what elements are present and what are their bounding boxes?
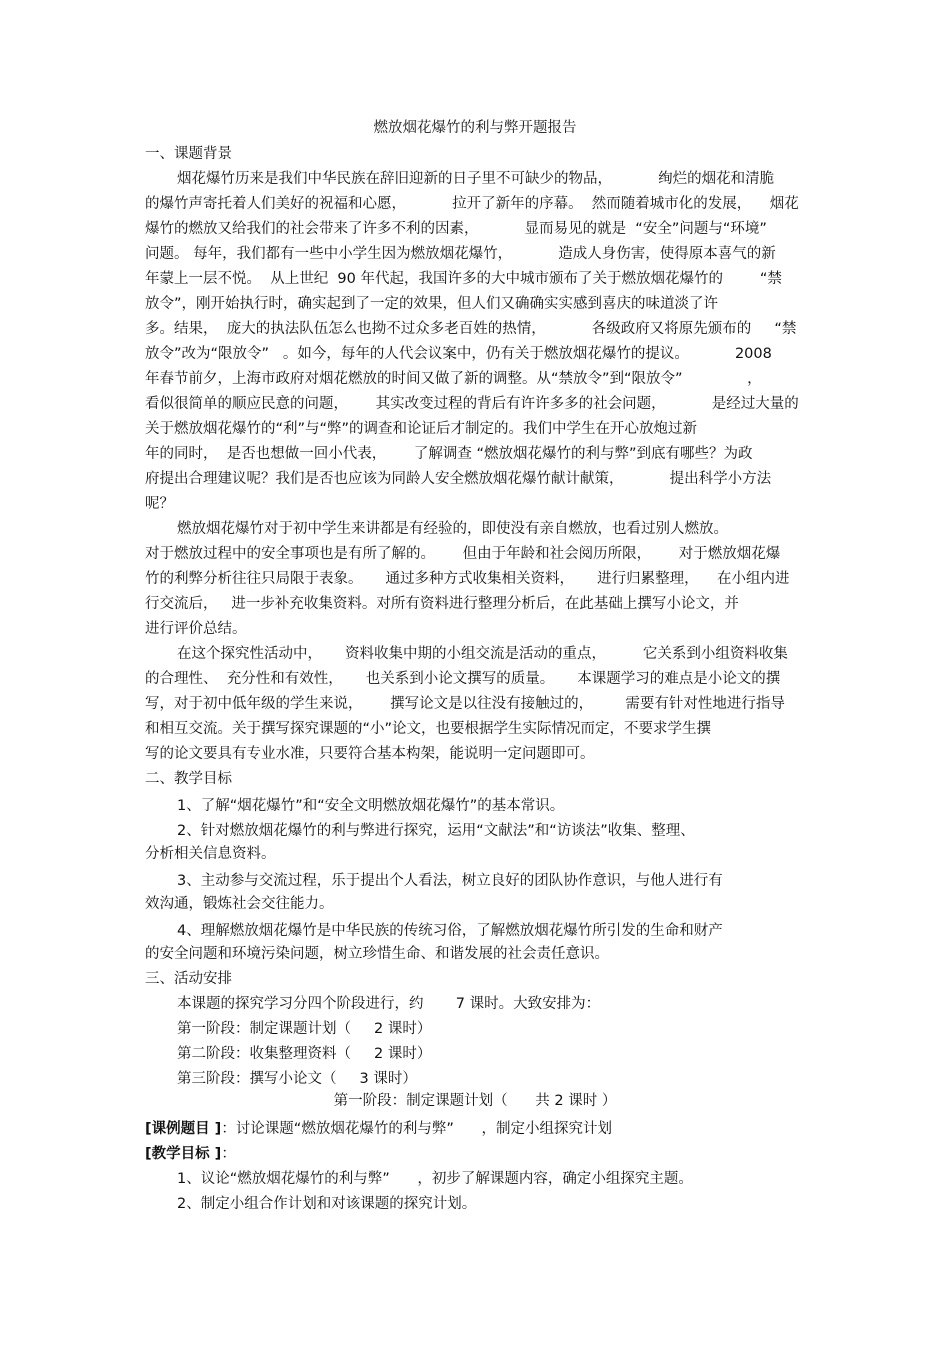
text-line: 烟花爆竹历来是我们中华民族在辞旧迎新的日子里不可缺少的物品， 绚烂的烟花和清脆 — [177, 171, 775, 187]
stage-item: 2、制定小组合作计划和对该课题的探究计划。 — [177, 1196, 477, 1212]
text-line: 年春节前夕，上海市政府对烟花燃放的时间又做了新的调整。从“禁放令”到“限放令” ， — [145, 371, 762, 387]
goal-item: 3、主动参与交流过程，乐于提出个人看法，树立良好的团队协作意识，与他人进行有 — [177, 873, 723, 889]
section-heading-background: 一、课题背景 — [145, 146, 232, 162]
goal-item: 4、理解燃放烟花爆竹是中华民族的传统习俗，了解燃放烟花爆竹所引发的生命和财产 — [177, 923, 723, 939]
text-line: 关于燃放烟花爆竹的“利”与“弊”的调查和论证后才制定的。我们中学生在开心放炮过新 — [145, 421, 698, 437]
topic-line — [145, 1120, 612, 1138]
text-line: 府提出合理建议呢？我们是否也应该为同龄人安全燃放烟花爆竹献计献策， 提出科学小方法 — [145, 471, 772, 487]
activity-line: 本课题的探究学习分四个阶段进行，约 7 课时。大致安排为： — [177, 996, 601, 1012]
text-line: 呢？ — [145, 496, 174, 512]
goal-label: [教学目标 ] — [145, 1146, 222, 1162]
text-line: 和相互交流。关于撰写探究课题的“小”论文，也要根据学生实际情况而定，不要求学生撰 — [145, 721, 712, 737]
page-title: 燃放烟花爆竹的利与弊开题报告 — [373, 120, 577, 136]
text-line: 写，对于初中低年级的学生来说， 撰写论文是以往没有接触过的， 需要有针对性地进行指导 — [145, 696, 785, 712]
text-line: 年的同时， 是否也想做一回小代表， 了解调查 “燃放烟花爆竹的利与弊”到底有哪些？为政 — [145, 446, 753, 462]
stage-heading: 第一阶段：制定课题计划（ 共 2 课时 ） — [333, 1093, 617, 1109]
text-line: 年蒙上一层不悦。 从上世纪 90 年代起，我国许多的大中城市颁布了关于燃放烟花爆竹的 “禁 — [145, 271, 782, 287]
text-line: 放令”改为“限放令” 。如今，每年的人代会议案中，仍有关于燃放烟花爆竹的提议。 2008 — [145, 346, 772, 362]
text-line: 的爆竹声寄托着人们美好的祝福和心愿， 拉开了新年的序幕。 然而随着城市化的发展， 烟花 — [145, 196, 799, 212]
text-line: 放令”，刚开始执行时，确实起到了一定的效果，但人们又确确实实感到喜庆的味道淡了许 — [145, 296, 719, 312]
goal-item: 1、了解“烟花爆竹”和“安全文明燃放烟花爆竹”的基本常识。 — [177, 798, 565, 814]
goal-item: 2、针对燃放烟花爆竹的利与弊进行探究，运用“文献法”和“访谈法”收集、整理、 — [177, 823, 695, 839]
activity-line: 第三阶段：撰写小论文（ 3 课时） — [177, 1071, 417, 1087]
text-line: 燃放烟花爆竹对于初中学生来讲都是有经验的，即使没有亲自燃放，也看过别人燃放。 — [177, 521, 728, 537]
activity-line: 第二阶段：收集整理资料（ 2 课时） — [177, 1046, 432, 1062]
text-line: 对于燃放过程中的安全事项也是有所了解的。 但由于年龄和社会阅历所限， 对于燃放烟花爆 — [145, 546, 781, 562]
text-line: 的合理性、 充分性和有效性， 也关系到小论文撰写的质量。 本课题学习的难点是小论文的撰 — [145, 671, 781, 687]
goal-item-cont: 的安全问题和环境污染问题，树立珍惜生命、和谐发展的社会责任意识。 — [145, 946, 609, 962]
text-line: 看似很简单的顺应民意的问题， 其实改变过程的背后有许许多多的社会问题， 是经过大量的 — [145, 396, 799, 412]
topic-label: [课例题目 ] — [145, 1121, 222, 1137]
section-heading-goals: 二、教学目标 — [145, 771, 232, 787]
text-line: 行交流后， 进一步补充收集资料。对所有资料进行整理分析后，在此基础上撰写小论文，并 — [145, 596, 739, 612]
goal-line — [145, 1145, 236, 1163]
text-line: 多。结果， 庞大的执法队伍怎么也拗不过众多老百姓的热情， 各级政府又将原先颁布的 “禁 — [145, 321, 797, 337]
text-line: 爆竹的燃放又给我们的社会带来了许多不利的因素， 显而易见的就是 “安全”问题与“环境” — [145, 221, 767, 237]
text-line: 写的论文要具有专业水准，只要符合基本构架，能说明一定问题即可。 — [145, 746, 595, 762]
text-line: 问题。 每年，我们都有一些中小学生因为燃放烟花爆竹， 造成人身伤害，使得原本喜气的新 — [145, 246, 776, 262]
goal-item-cont: 效沟通，锻炼社会交往能力。 — [145, 896, 334, 912]
section-heading-activity: 三、活动安排 — [145, 971, 232, 987]
text-line: 竹的利弊分析往往只局限于表象。 通过多种方式收集相关资料， 进行归累整理， 在小组内进 — [145, 571, 790, 587]
activity-line: 第一阶段：制定课题计划（ 2 课时） — [177, 1021, 432, 1037]
text-line: 在这个探究性活动中， 资料收集中期的小组交流是活动的重点， 它关系到小组资料收集 — [177, 646, 788, 662]
stage-item: 1、议论“燃放烟花爆竹的利与弊” ，初步了解课题内容，确定小组探究主题。 — [177, 1171, 693, 1187]
topic-text: ：讨论课题“燃放烟花爆竹的利与弊” ，制定小组探究计划 — [221, 1121, 612, 1137]
text-line: 进行评价总结。 — [145, 621, 247, 637]
goal-text: ： — [221, 1146, 236, 1162]
goal-item-cont: 分析相关信息资料。 — [145, 846, 276, 862]
